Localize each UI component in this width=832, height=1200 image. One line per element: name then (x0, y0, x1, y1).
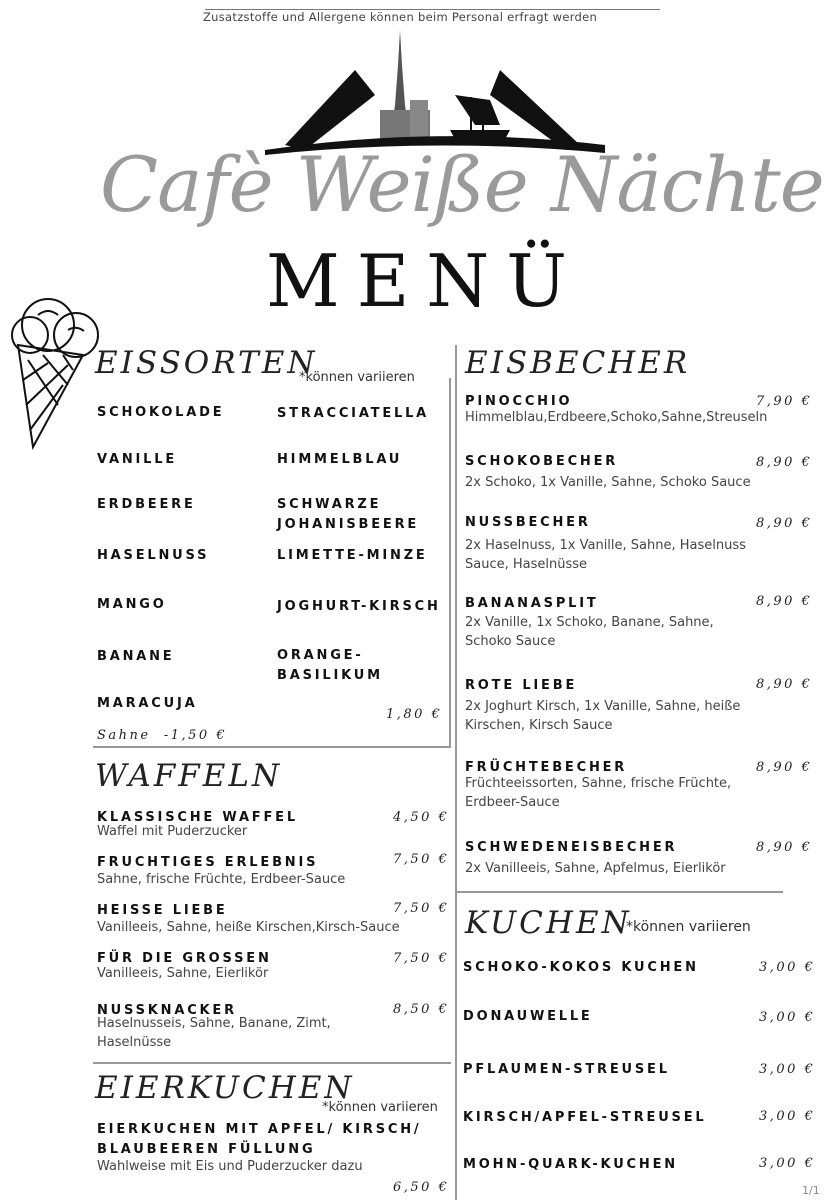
eissorten-price: 1,80 € (386, 707, 443, 722)
kuchen-item-price: 3,00 € (759, 1156, 816, 1171)
eisbecher-bottom-rule (455, 891, 783, 893)
eisbecher-item-desc: 2x Schoko, 1x Vanille, Sahne, Schoko Sauce (465, 475, 751, 490)
eisbecher-item-name: SCHOKOBECHER (465, 454, 619, 469)
flavor-item: SCHWARZE JOHANISBEERE (277, 497, 420, 532)
eisbecher-item-price: 8,90 € (756, 840, 813, 855)
eierkuchen-title: EIERKUCHEN (95, 1070, 355, 1106)
eisbecher-item-price: 8,90 € (756, 594, 813, 609)
flavor-item: LIMETTE-MINZE (277, 548, 428, 563)
flavor-item: BANANE (97, 649, 175, 664)
kuchen-item-price: 3,00 € (759, 960, 816, 975)
eierkuchen-note: *können variieren (322, 1100, 438, 1115)
waffeln-title: WAFFELN (95, 758, 283, 794)
waffel-item-price: 8,50 € (393, 1002, 450, 1017)
eisbecher-item-desc-cont: Sauce, Haselnüsse (465, 557, 588, 572)
waffel-item-price: 7,50 € (393, 951, 450, 966)
eisbecher-item-name: SCHWEDENEISBECHER (465, 840, 678, 855)
eisbecher-item-price: 8,90 € (756, 760, 813, 775)
eisbecher-item-desc: 2x Vanilleeis, Sahne, Apfelmus, Eierlikör (465, 861, 726, 876)
waffel-item-desc: Sahne, frische Früchte, Erdbeer-Sauce (97, 872, 346, 887)
eisbecher-item-price: 8,90 € (756, 455, 813, 470)
eissorten-divider (449, 378, 451, 746)
eisbecher-item-name: BANANASPLIT (465, 596, 599, 611)
eisbecher-item-desc-cont: Erdbeer-Sauce (465, 795, 560, 810)
eisbecher-item-desc: 2x Joghurt Kirsch, 1x Vanille, Sahne, heiße (465, 699, 741, 714)
kuchen-item-name: MOHN-QUARK-KUCHEN (463, 1157, 678, 1172)
waffel-item-name: FÜR DIE GROSSEN (97, 951, 272, 966)
eissorten-bottom-rule (93, 746, 451, 748)
eisbecher-item-price: 8,90 € (756, 677, 813, 692)
waffel-item-price: 7,50 € (393, 901, 450, 916)
eisbecher-title: EISBECHER (465, 345, 691, 381)
waffel-item-desc: Haselnusseis, Sahne, Banane, Zimt, (97, 1016, 331, 1031)
eierkuchen-item-name: EIERKUCHEN MIT APFEL/ KIRSCH/ (97, 1122, 422, 1137)
kuchen-item-price: 3,00 € (759, 1010, 816, 1025)
eisbecher-item-price: 7,90 € (756, 394, 813, 409)
allergen-note: Zusatzstoffe und Allergene können beim Personal erfragt werden (203, 10, 598, 24)
eisbecher-item-price: 8,90 € (756, 516, 813, 531)
eierkuchen-item-desc: Wahlweise mit Eis und Puderzucker dazu (97, 1159, 363, 1174)
waffeln-bottom-rule (93, 1062, 451, 1064)
eisbecher-item-name: NUSSBECHER (465, 515, 591, 530)
eissorten-note: *können variieren (299, 370, 415, 385)
eierkuchen-item-price: 6,50 € (393, 1180, 450, 1195)
flavor-item: STRACCIATELLA (277, 406, 430, 421)
sahne-extra: Sahne -1,50 € (97, 728, 228, 743)
flavor-item: HASELNUSS (97, 548, 210, 563)
kuchen-item-price: 3,00 € (759, 1109, 816, 1124)
waffel-item-desc: Vanilleeis, Sahne, heiße Kirschen,Kirsch-Sauce (97, 920, 400, 935)
kuchen-item-name: PFLAUMEN-STREUSEL (463, 1062, 670, 1077)
kuchen-item-name: DONAUWELLE (463, 1009, 593, 1024)
kuchen-item-price: 3,00 € (759, 1062, 816, 1077)
eisbecher-item-desc: 2x Vanille, 1x Schoko, Banane, Sahne, (465, 615, 714, 630)
eisbecher-item-name: PINOCCHIO (465, 394, 573, 409)
flavor-item: SCHOKOLADE (97, 405, 225, 420)
waffel-item-price: 7,50 € (393, 852, 450, 867)
flavor-item: ERDBEERE (97, 497, 196, 512)
eisbecher-item-desc: Früchteeissorten, Sahne, frische Früchte, (465, 776, 732, 791)
kuchen-item-name: KIRSCH/APFEL-STREUSEL (463, 1110, 707, 1125)
page-number: 1/1 (802, 1184, 820, 1197)
kuchen-note: *können variieren (626, 919, 751, 935)
waffel-item-name: HEISSE LIEBE (97, 903, 228, 918)
waffel-item-price: 4,50 € (393, 810, 450, 825)
column-divider (455, 345, 457, 1200)
ice-cream-cone-illustration (8, 285, 104, 455)
eisbecher-item-name: ROTE LIEBE (465, 678, 578, 693)
eisbecher-item-desc: Himmelblau,Erdbeere,Schoko,Sahne,Streuseln (465, 410, 768, 425)
flavor-item: JOGHURT-KIRSCH (277, 599, 441, 614)
eisbecher-item-desc-cont: Kirschen, Kirsch Sauce (465, 718, 613, 733)
flavor-item: ORANGE-BASILIKUM (277, 648, 383, 683)
waffel-item-desc: Waffel mit Puderzucker (97, 824, 248, 839)
waffel-item-name: FRUCHTIGES ERLEBNIS (97, 855, 319, 870)
kuchen-item-name: SCHOKO-KOKOS KUCHEN (463, 960, 699, 975)
eissorten-title: EISSORTEN (95, 345, 318, 381)
waffel-item-name: NUSSKNACKER (97, 1003, 237, 1018)
eisbecher-item-name: FRÜCHTEBECHER (465, 760, 628, 775)
menu-title: MENÜ (266, 239, 584, 323)
waffel-item-desc: Vanilleeis, Sahne, Eierlikör (97, 966, 269, 981)
eisbecher-item-desc-cont: Schoko Sauce (465, 634, 556, 649)
waffel-item-name: KLASSISCHE WAFFEL (97, 810, 298, 825)
flavor-item: VANILLE (97, 452, 178, 467)
waffel-item-desc-cont: Haselnüsse (97, 1035, 172, 1050)
eisbecher-item-desc: 2x Haselnuss, 1x Vanille, Sahne, Haselnuss (465, 538, 746, 553)
cafe-script-title: Cafè Weiße Nächte (100, 140, 824, 229)
flavor-item: HIMMELBLAU (277, 452, 403, 467)
flavor-item: MARACUJA (97, 696, 198, 711)
eierkuchen-item-name-cont: BLAUBEEREN FÜLLUNG (97, 1142, 316, 1157)
flavor-item: MANGO (97, 597, 167, 612)
kuchen-title: KUCHEN (465, 905, 632, 941)
